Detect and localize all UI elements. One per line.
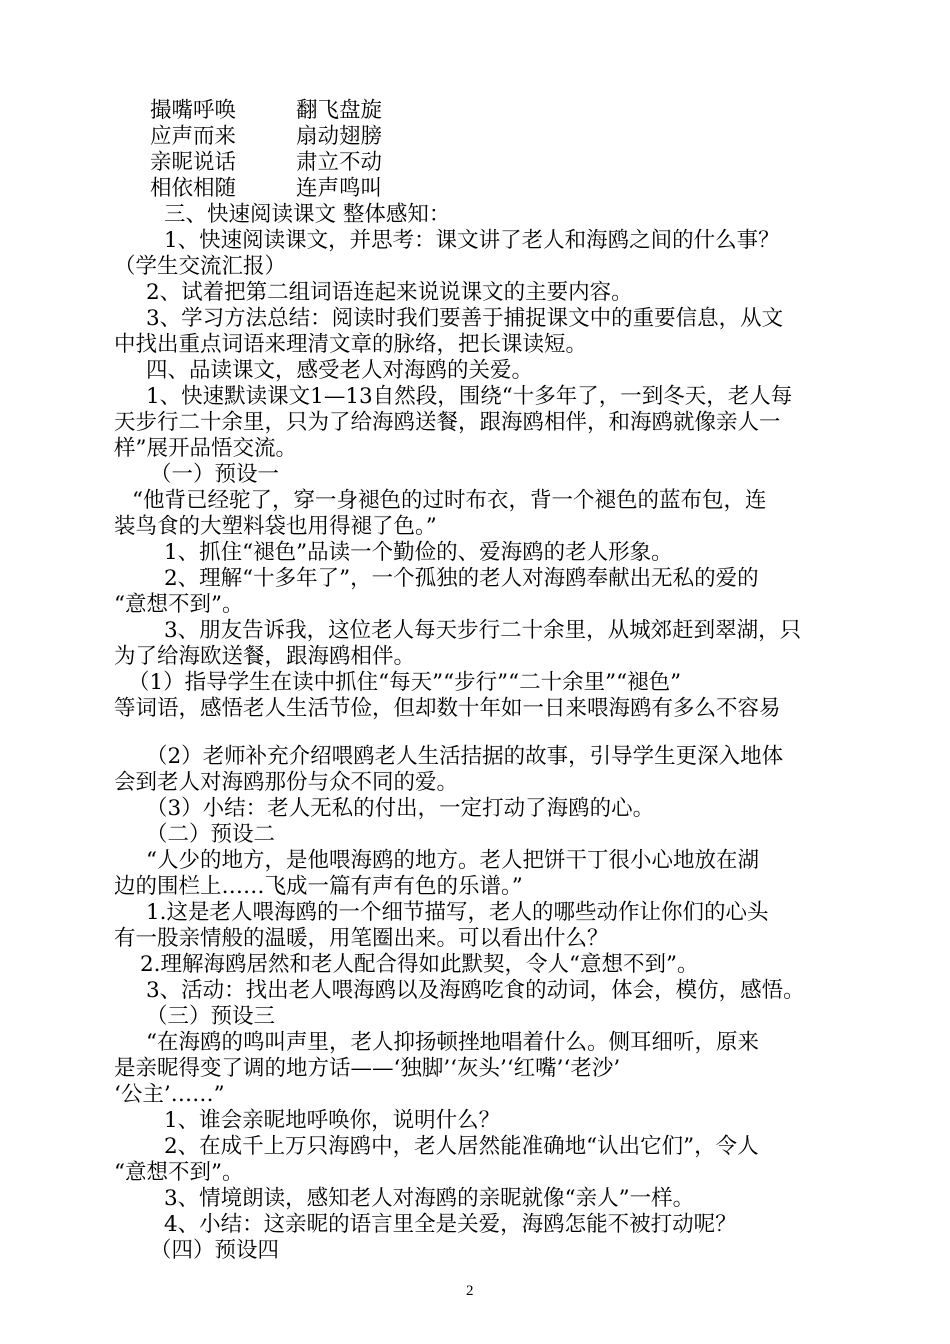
- subsection-heading: （三）预设三: [146, 1004, 276, 1029]
- text-line: （3）小结：老人无私的付出，一定打动了海鸥的心。: [146, 796, 655, 821]
- text-line: 3、学习方法总结：阅读时我们要善于捕捉课文中的重要信息，从文: [146, 306, 784, 331]
- text-line: “意想不到”。: [114, 592, 244, 617]
- text-line: 2、试着把第二组词语连起来说说课文的主要内容。: [146, 280, 633, 305]
- subsection-heading: （二）预设二: [146, 822, 276, 847]
- quote-line: 装鸟食的大塑料袋也用得褪了色。”: [114, 514, 437, 539]
- word-group-right: 肃立不动: [296, 150, 383, 175]
- text-line: 3、朋友告诉我，这位老人每天步行二十余里，从城郊赶到翠湖，只: [164, 618, 802, 643]
- subsection-heading: （四）预设四: [150, 1238, 280, 1263]
- text-line: 3、情境朗读，感知老人对海鸥的亲昵就像“亲人”一样。: [164, 1186, 695, 1211]
- text-line: 天步行二十余里，只为了给海鸥送餐，跟海鸥相伴，和海鸥就像亲人一: [114, 410, 781, 435]
- word-group-left: 撮嘴呼唤: [150, 98, 237, 123]
- text-line: （学生交流汇报）: [114, 254, 287, 279]
- text-line: （1）指导学生在读中抓住“每天”“步行”“二十余里”“褪色”: [128, 670, 682, 695]
- quote-line: 是亲昵得变了调的地方话——‘独脚’‘灰头’‘红嘴’‘老沙’: [114, 1056, 621, 1081]
- quote-line: “人少的地方，是他喂海鸥的地方。老人把饼干丁很小心地放在湖: [146, 848, 759, 873]
- text-line: 3、活动：找出老人喂海鸥以及海鸥吃食的动词，体会，模仿，感悟。: [146, 978, 805, 1003]
- text-line: 2、理解“十多年了”，一个孤独的老人对海鸥奉献出无私的爱的: [164, 566, 759, 591]
- quote-line: “他背已经驼了，穿一身褪色的过时布衣，背一个褪色的蓝布包，连: [132, 488, 767, 513]
- word-group-left: 应声而来: [150, 124, 237, 149]
- word-group-left: 亲昵说话: [150, 150, 237, 175]
- text-line: 会到老人对海鸥那份与众不同的爱。: [114, 770, 459, 795]
- section-heading: 三、快速阅读课文 整体感知：: [164, 202, 451, 227]
- word-group-right: 翻飞盘旋: [296, 98, 383, 123]
- text-line: 有一股亲情般的温暖，用笔圈出来。可以看出什么？: [114, 926, 609, 951]
- word-group-right: 连声鸣叫: [296, 176, 383, 201]
- text-line: 2.理解海鸥居然和老人配合得如此默契，令人“意想不到”。: [140, 952, 699, 977]
- text-line: 中找出重点词语来理清文章的脉络，把长课读短。: [114, 332, 588, 357]
- text-line: “意想不到”。: [114, 1160, 244, 1185]
- quote-line: ‘公主’……”: [114, 1082, 225, 1107]
- text-line: 1、抓住“褪色”品读一个勤俭的、爱海鸥的老人形象。: [164, 540, 673, 565]
- text-line: （2）老师补充介绍喂鸥老人生活拮据的故事，引导学生更深入地体: [146, 744, 784, 769]
- text-line: 1、谁会亲昵地呼唤你，说明什么？: [164, 1108, 501, 1133]
- page-number: 2: [466, 1283, 474, 1299]
- subsection-heading: （一）预设一: [150, 462, 280, 487]
- section-heading: 四、品读课文，感受老人对海鸥的关爱。: [146, 358, 534, 383]
- text-line: 4、小结：这亲昵的语言里全是关爱，海鸥怎能不被打动呢？: [164, 1212, 737, 1237]
- text-line: 等词语，感悟老人生活节俭，但却数十年如一日来喂海鸥有多么不容易: [114, 696, 781, 721]
- quote-line: “在海鸥的鸣叫声里，老人抑扬顿挫地唱着什么。侧耳细听，原来: [146, 1030, 759, 1055]
- text-line: 为了给海欧送餐，跟海鸥相伴。: [114, 644, 416, 669]
- text-line: 样”展开品悟交流。: [114, 436, 297, 461]
- quote-line: 边的围栏上……飞成一篇有声有色的乐谱。”: [114, 874, 523, 899]
- text-line: 2、在成千上万只海鸥中，老人居然能准确地“认出它们”，令人: [164, 1134, 759, 1159]
- text-line: 1.这是老人喂海鸥的一个细节描写，老人的哪些动作让你们的心头: [146, 900, 769, 925]
- text-line: 1、快速阅读课文，并思考：课文讲了老人和海鸥之间的什么事？: [164, 228, 780, 253]
- word-group-right: 扇动翅膀: [296, 124, 383, 149]
- word-group-left: 相依相随: [150, 176, 237, 201]
- text-line: 1、快速默读课文1—13自然段，围绕“十多年了，一到冬天，老人每: [146, 384, 793, 409]
